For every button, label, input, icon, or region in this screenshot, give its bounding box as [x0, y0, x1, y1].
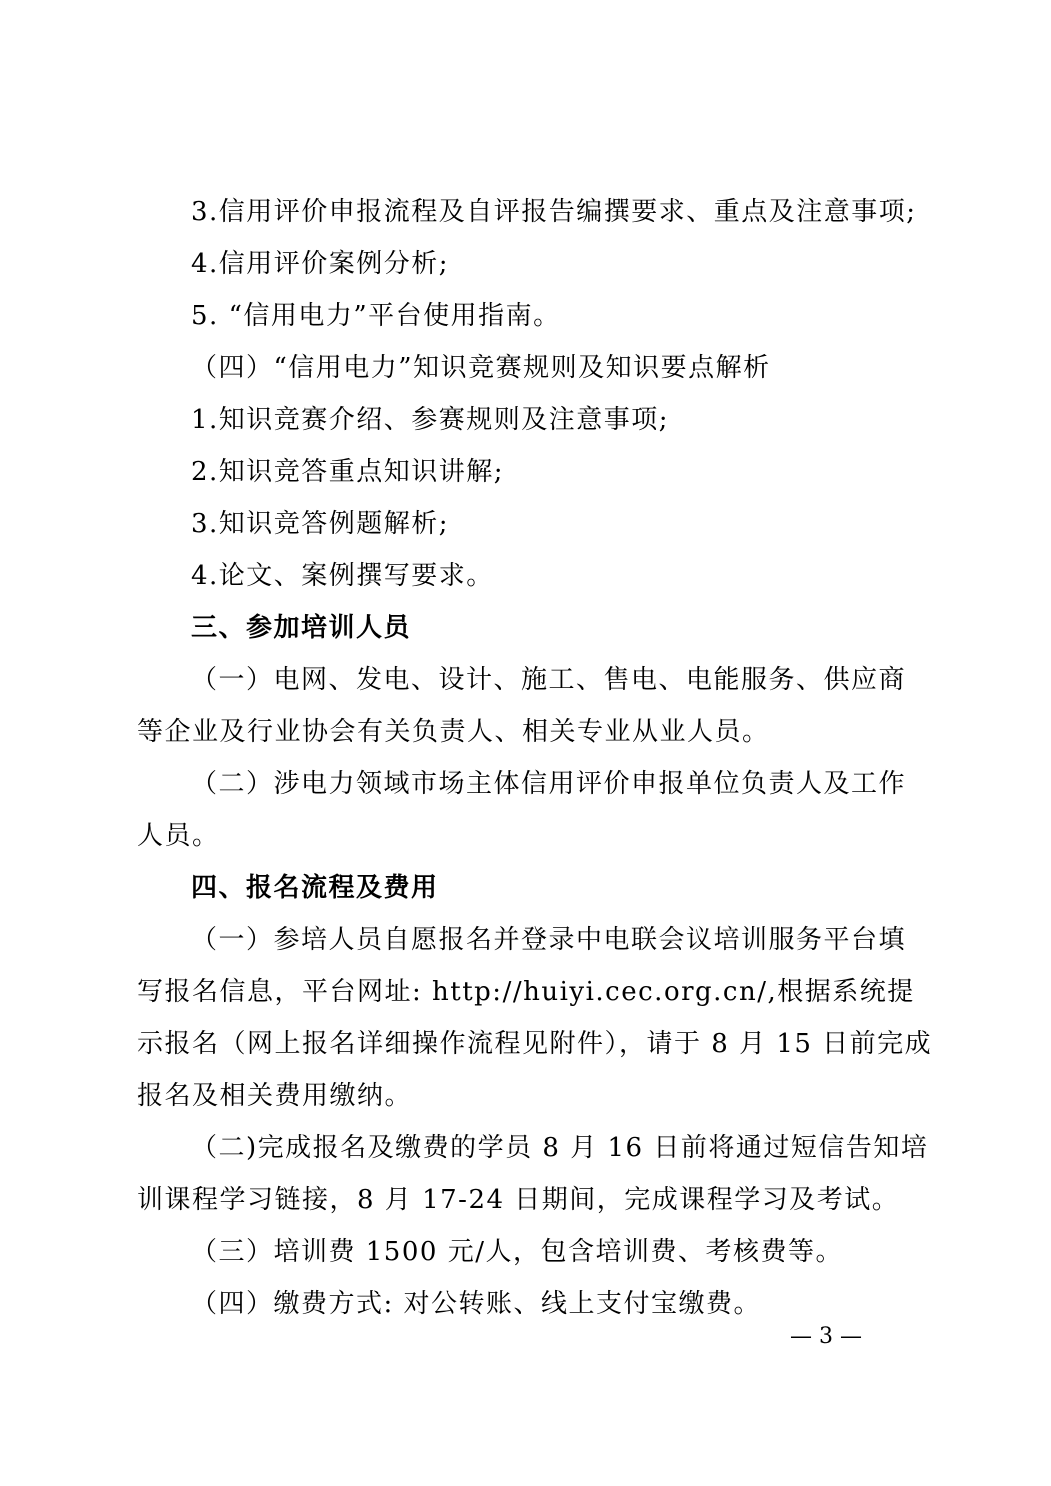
- paragraph-line: （二)完成报名及缴费的学员 8 月 16 日前将通过短信告知培: [191, 1133, 929, 1163]
- section-heading: 四、报名流程及费用: [191, 873, 439, 903]
- paragraph-line: 训课程学习链接，8 月 17-24 日期间，完成课程学习及考试。: [137, 1185, 900, 1215]
- paragraph-line: 等企业及行业协会有关负责人、相关专业从业人员。: [137, 717, 770, 747]
- list-item: 1.知识竞赛介绍、参赛规则及注意事项;: [191, 405, 670, 435]
- paragraph-line: （二）涉电力领域市场主体信用评价申报单位负责人及工作: [191, 769, 907, 799]
- list-item: 4.论文、案例撰写要求。: [191, 561, 494, 591]
- paragraph-line: 写报名信息，平台网址: http://huiyi.cec.org.cn/,根据系统提: [137, 977, 915, 1007]
- paragraph-line: （四）缴费方式: 对公转账、线上支付宝缴费。: [191, 1289, 762, 1319]
- paragraph-line: 人员。: [137, 821, 220, 851]
- page-number: — 3 —: [790, 1324, 862, 1349]
- subsection-heading: （四）“信用电力”知识竞赛规则及知识要点解析: [191, 353, 771, 383]
- list-item: 4.信用评价案例分析;: [191, 249, 450, 279]
- list-item: 2.知识竞答重点知识讲解;: [191, 457, 505, 487]
- list-item: 3.信用评价申报流程及自评报告编撰要求、重点及注意事项;: [191, 197, 917, 227]
- paragraph-line: 报名及相关费用缴纳。: [137, 1081, 413, 1111]
- paragraph-line: （三）培训费 1500 元/人，包含培训费、考核费等。: [191, 1237, 843, 1267]
- document-body: [137, 186, 933, 1330]
- section-heading: 三、参加培训人员: [191, 613, 412, 643]
- list-item: 3.知识竞答例题解析;: [191, 509, 450, 539]
- paragraph-line: 示报名（网上报名详细操作流程见附件），请于 8 月 15 日前完成: [137, 1029, 933, 1059]
- paragraph-line: （一）电网、发电、设计、施工、售电、电能服务、供应商: [191, 665, 907, 695]
- paragraph-line: （一）参培人员自愿报名并登录中电联会议培训服务平台填: [191, 925, 907, 955]
- list-item: 5. “信用电力”平台使用指南。: [191, 301, 561, 331]
